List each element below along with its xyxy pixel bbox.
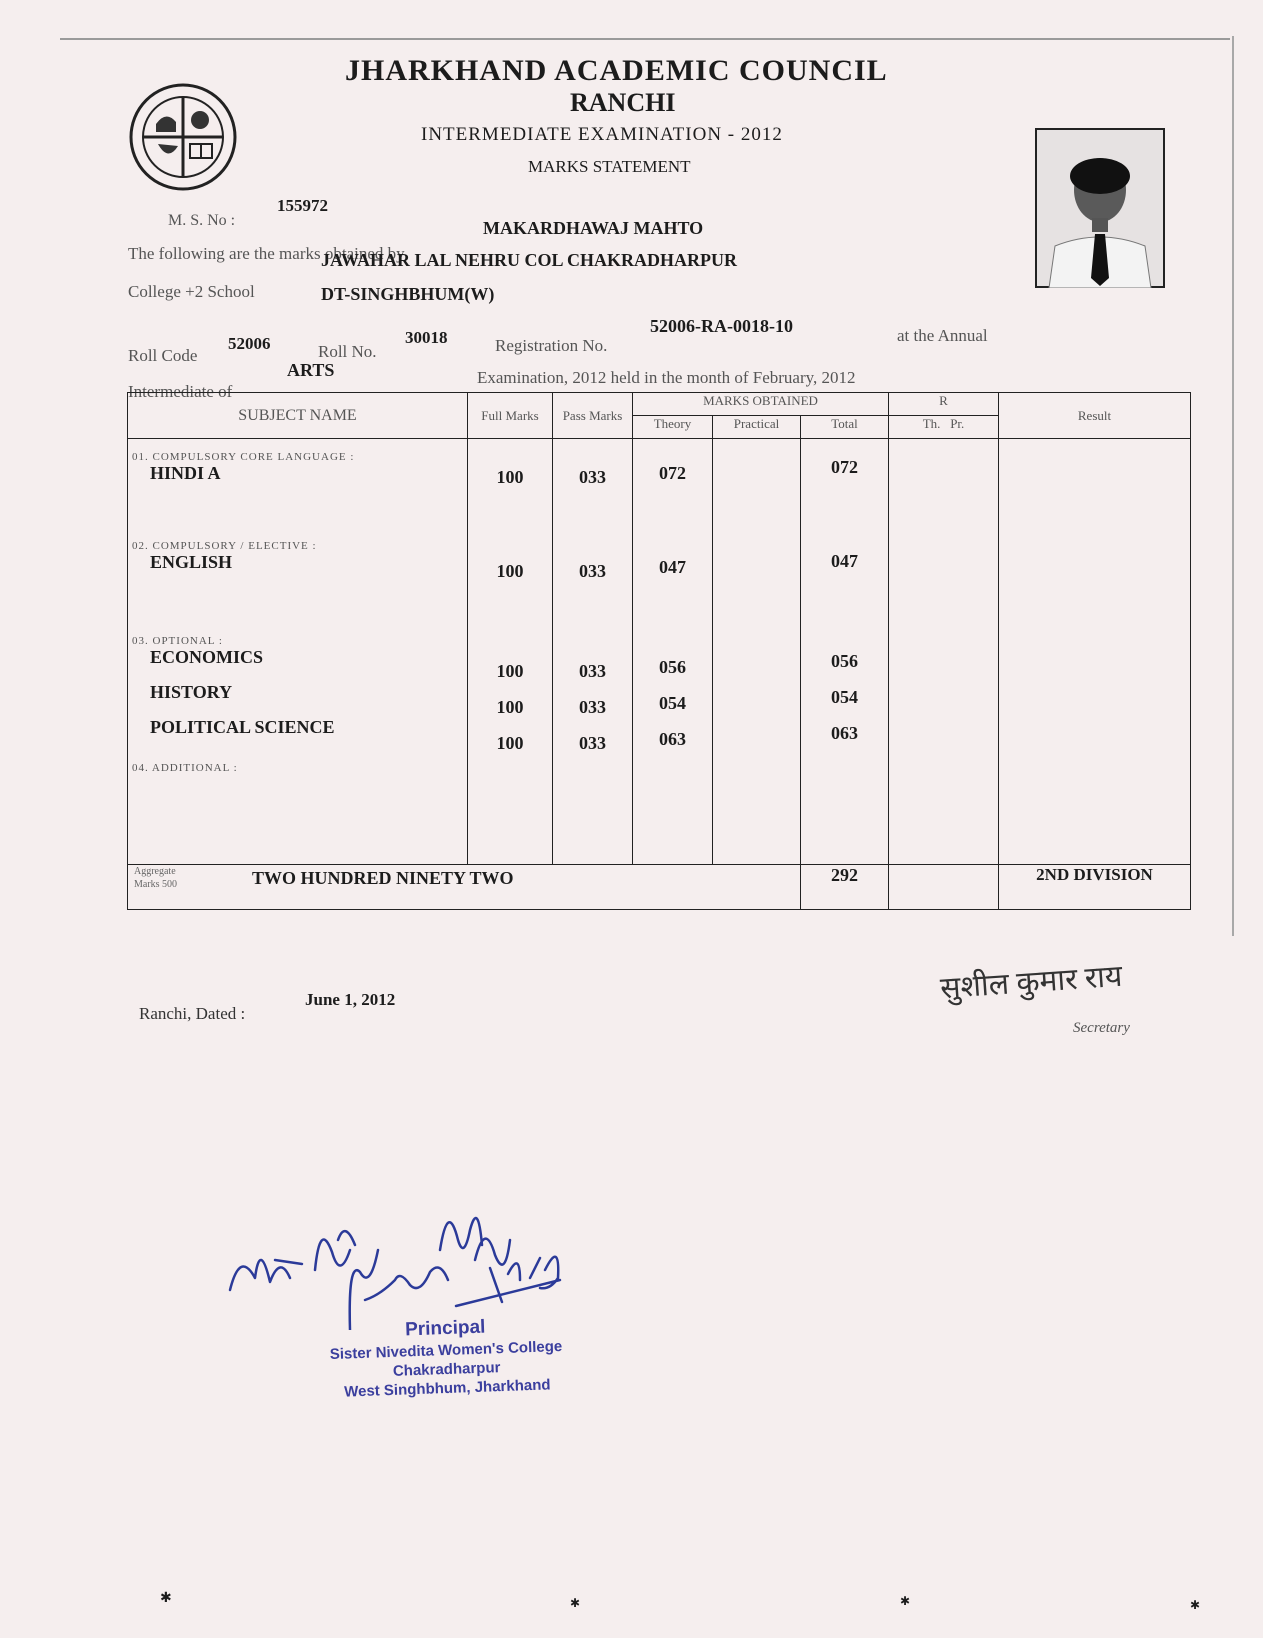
aggregate-max-label: Marks 500 [134,879,178,890]
pass-marks-column [553,439,633,865]
scan-edge-top [60,38,1230,40]
header-result: Result [999,393,1191,439]
header-theory: Theory [633,416,713,439]
header-total: Total [801,416,889,439]
issue-date: June 1, 2012 [305,990,396,1009]
header-r: R [889,393,999,416]
stamp-town: Chakradharpur [392,1359,501,1380]
council-seal-logo [128,82,238,192]
total-political-science: 063 [831,723,858,743]
total-hindi: 072 [831,457,858,477]
aggregate-cell [128,865,801,910]
total-history: 054 [831,687,858,707]
pass-marks-hindi: 033 [579,467,606,487]
result-column [999,439,1191,865]
marks-body-row [128,439,1191,865]
section-compulsory-elective: 02. COMPULSORY / ELECTIVE : [132,540,317,552]
header-subject-name: SUBJECT NAME [128,393,468,439]
pass-marks-economics: 033 [579,661,606,681]
full-marks-column [468,439,553,865]
handwritten-attestation-signature [220,1160,610,1330]
scan-edge-right [1232,36,1234,936]
r-column [889,439,999,865]
theory-economics: 056 [659,657,686,677]
theory-column [633,439,713,865]
roll-code-value: 52006 [228,334,271,353]
full-marks-history: 100 [496,697,524,717]
obtained-by-label: The following are the marks obtained by [128,244,405,263]
student-name: MAKARDHAWAJ MAHTO [483,218,704,238]
principal-stamp [329,1314,564,1401]
subject-political-science: POLITICAL SCIENCE [150,717,335,737]
header-full-marks: Full Marks [468,393,553,439]
ms-no-value: 155972 [277,196,328,215]
stream-value: ARTS [287,360,335,380]
theory-english: 047 [659,557,686,577]
secretary-label: Secretary [1073,1020,1130,1036]
header-pr: Pr. [950,416,965,431]
header-pass-marks: Pass Marks [553,393,633,439]
college-district: DT-SINGHBHUM(W) [321,284,495,304]
student-photo [1035,128,1165,288]
full-marks-economics: 100 [496,661,524,681]
registration-label: Registration No. [495,336,608,355]
roll-no-value: 30018 [405,328,448,347]
roll-no-label: Roll No. [318,342,377,361]
aggregate-label: Aggregate [134,866,176,877]
council-name: JHARKHAND ACADEMIC COUNCIL [345,54,888,87]
header-marks-obtained: MARKS OBTAINED [633,393,889,416]
annual-label: at the Annual [897,326,988,345]
scan-speck: ✱ [1190,1598,1201,1612]
scan-speck: ✱ [570,1596,581,1610]
subject-hindi: HINDI A [150,463,221,483]
secretary-signature: सुशील कुमार राय [939,959,1124,1006]
subject-history: HISTORY [150,682,233,702]
aggregate-row [128,865,1191,910]
council-city: RANCHI [570,88,676,117]
stamp-district: West Singhbhum, Jharkhand [343,1376,551,1401]
scan-speck: ✱ [900,1594,911,1608]
total-column [801,439,889,865]
dated-label: Ranchi, Dated : [139,1004,246,1023]
pass-marks-history: 033 [579,697,606,717]
subject-economics: ECONOMICS [150,647,264,667]
college-name: JAWAHAR LAL NEHRU COL CHAKRADHARPUR [321,250,738,270]
section-compulsory-core: 01. COMPULSORY CORE LANGUAGE : [132,451,355,463]
scan-speck: ✱ [160,1591,172,1606]
exam-title: INTERMEDIATE EXAMINATION - 2012 [421,124,783,145]
ms-no-label: M. S. No : [168,212,236,229]
marks-table [127,392,1191,910]
total-economics: 056 [831,651,858,671]
aggregate-words: TWO HUNDRED NINETY TWO [252,867,514,888]
section-optional: 03. OPTIONAL : [132,635,223,647]
section-additional: 04. ADDITIONAL : [132,762,238,774]
theory-history: 054 [659,693,686,713]
header-practical: Practical [713,416,801,439]
full-marks-hindi: 100 [496,467,524,487]
full-marks-english: 100 [496,561,524,581]
theory-political-science: 063 [659,729,686,749]
roll-code-label: Roll Code [128,346,198,365]
stamp-title: Principal [404,1316,486,1341]
subject-english: ENGLISH [150,552,233,572]
header-th: Th. [922,416,941,431]
pass-marks-english: 033 [579,561,606,581]
subject-column [128,439,468,865]
exam-held-text: Examination, 2012 held in the month of February, 2012 [477,368,856,387]
stamp-college: Sister Nivedita Women's College [329,1337,563,1364]
header-th-pr [889,416,999,439]
aggregate-r-cell [889,865,999,910]
college-label: College +2 School [128,282,255,301]
full-marks-political-science: 100 [496,733,524,753]
intermediate-label: Intermediate of [128,382,233,401]
result-division: 2ND DIVISION [999,865,1191,910]
pass-marks-political-science: 033 [579,733,606,753]
registration-no: 52006-RA-0018-10 [650,316,793,336]
document-type: MARKS STATEMENT [528,157,691,176]
total-english: 047 [831,551,858,571]
practical-column [713,439,801,865]
theory-hindi: 072 [659,463,686,483]
aggregate-total: 292 [801,865,889,910]
